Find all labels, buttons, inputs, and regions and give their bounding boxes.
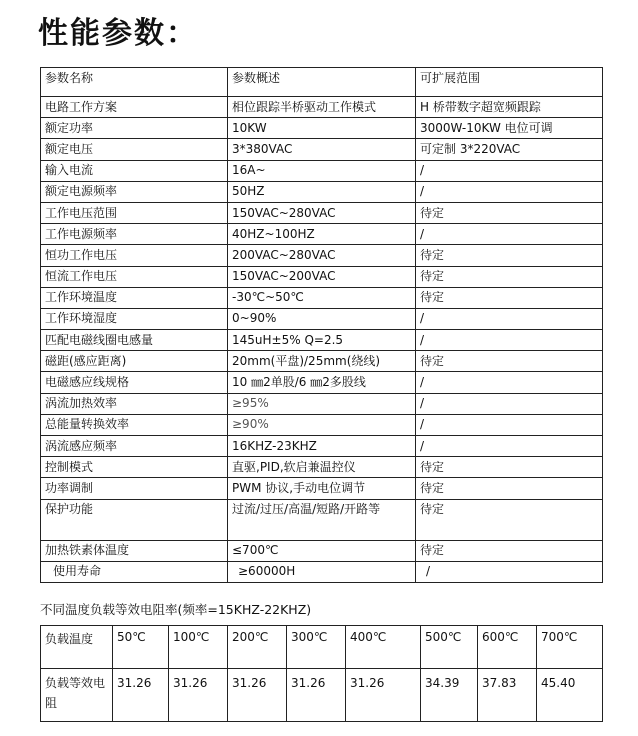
row-header-cell: 负载温度 xyxy=(41,626,113,669)
row-header-cell: 负载等效电阻 xyxy=(41,669,113,722)
spec-param-range: / xyxy=(416,181,603,202)
spec-param-range: 待定 xyxy=(416,457,603,478)
spec-row xyxy=(41,118,603,139)
spec-param-range: H 桥带数字超宽频跟踪 xyxy=(416,97,603,118)
temperature-cell: 200℃ xyxy=(228,626,287,669)
spec-row xyxy=(41,308,603,329)
spec-row xyxy=(41,245,603,266)
spec-row xyxy=(41,393,603,414)
spec-param-name: 额定功率 xyxy=(41,118,228,139)
spec-header-cell: 参数概述 xyxy=(228,68,416,97)
spec-param-desc: 16A~ xyxy=(228,160,416,181)
spec-param-range: 待定 xyxy=(416,266,603,287)
temperature-cell: 300℃ xyxy=(287,626,346,669)
spec-row xyxy=(41,287,603,308)
spec-row xyxy=(41,160,603,181)
spec-param-range: 待定 xyxy=(416,202,603,223)
spec-param-name: 涡流加热效率 xyxy=(41,393,228,414)
spec-table xyxy=(40,67,603,583)
spec-param-name: 控制模式 xyxy=(41,457,228,478)
spec-param-name: 恒功工作电压 xyxy=(41,245,228,266)
spec-param-name: 工作环境湿度 xyxy=(41,308,228,329)
spec-param-range: / xyxy=(416,393,603,414)
resistance-value-cell: 31.26 xyxy=(169,669,228,722)
spec-row xyxy=(41,414,603,435)
resistance-value-cell: 34.39 xyxy=(421,669,478,722)
temperature-cell: 500℃ xyxy=(421,626,478,669)
spec-param-range: / xyxy=(416,561,603,582)
temperature-cell: 700℃ xyxy=(537,626,603,669)
spec-param-desc: ≥90% xyxy=(228,414,416,435)
spec-param-desc: 145uH±5% Q=2.5 xyxy=(228,330,416,351)
spec-row xyxy=(41,540,603,561)
spec-param-name: 额定电源频率 xyxy=(41,181,228,202)
spec-param-desc: 3*380VAC xyxy=(228,139,416,160)
spec-row xyxy=(41,224,603,245)
spec-param-desc: ≥95% xyxy=(228,393,416,414)
spec-param-desc: 直驱,PID,软启兼温控仪 xyxy=(228,457,416,478)
load-resistance-row xyxy=(41,669,603,722)
spec-param-desc: 10KW xyxy=(228,118,416,139)
spec-param-desc: ≤700℃ xyxy=(228,540,416,561)
spec-param-name: 磁距(感应距离) xyxy=(41,351,228,372)
temperature-cell: 100℃ xyxy=(169,626,228,669)
spec-param-name: 保护功能 xyxy=(41,499,228,540)
temperature-cell: 400℃ xyxy=(346,626,421,669)
spec-param-name: 工作电压范围 xyxy=(41,202,228,223)
temperature-cell: 600℃ xyxy=(478,626,537,669)
spec-param-name: 恒流工作电压 xyxy=(41,266,228,287)
spec-row xyxy=(41,266,603,287)
spec-param-desc: 40HZ~100HZ xyxy=(228,224,416,245)
spec-param-name: 电磁感应线规格 xyxy=(41,372,228,393)
spec-param-range: 待定 xyxy=(416,287,603,308)
resistance-value-cell: 37.83 xyxy=(478,669,537,722)
spec-header-cell: 可扩展范围 xyxy=(416,68,603,97)
page-title: 性能参数： xyxy=(38,16,198,51)
spec-param-range: / xyxy=(416,330,603,351)
spec-param-name: 输入电流 xyxy=(41,160,228,181)
spec-param-desc: 20mm(平盘)/25mm(绕线) xyxy=(228,351,416,372)
spec-param-range: / xyxy=(416,414,603,435)
spec-param-range: / xyxy=(416,308,603,329)
temperature-cell: 50℃ xyxy=(113,626,169,669)
spec-param-range: 可定制 3*220VAC xyxy=(416,139,603,160)
spec-param-desc: 200VAC~280VAC xyxy=(228,245,416,266)
spec-row xyxy=(41,436,603,457)
resistance-value-cell: 45.40 xyxy=(537,669,603,722)
spec-row xyxy=(41,97,603,118)
spec-param-range: 待定 xyxy=(416,499,603,540)
spec-row xyxy=(41,457,603,478)
spec-param-name: 涡流感应频率 xyxy=(41,436,228,457)
spec-param-range: 待定 xyxy=(416,478,603,499)
spec-param-range: 待定 xyxy=(416,245,603,266)
spec-param-desc: 16KHZ-23KHZ xyxy=(228,436,416,457)
spec-param-range: 3000W-10KW 电位可调 xyxy=(416,118,603,139)
spec-row xyxy=(41,499,603,540)
resistance-value-cell: 31.26 xyxy=(228,669,287,722)
spec-param-name: 加热铁素体温度 xyxy=(41,540,228,561)
resistance-value-cell: 31.26 xyxy=(287,669,346,722)
spec-row xyxy=(41,330,603,351)
resistance-value-cell: 31.26 xyxy=(346,669,421,722)
spec-param-range: / xyxy=(416,436,603,457)
spec-param-desc: 10 ㎜2单股/6 ㎜2多股线 xyxy=(228,372,416,393)
spec-param-desc: PWM 协议,手动电位调节 xyxy=(228,478,416,499)
spec-row xyxy=(41,202,603,223)
spec-param-desc: 150VAC~280VAC xyxy=(228,202,416,223)
spec-param-desc: ≥60000H xyxy=(228,561,416,582)
spec-param-name: 电路工作方案 xyxy=(41,97,228,118)
spec-param-name: 总能量转换效率 xyxy=(41,414,228,435)
spec-param-desc: 相位跟踪半桥驱动工作模式 xyxy=(228,97,416,118)
spec-row xyxy=(41,351,603,372)
spec-header-cell: 参数名称 xyxy=(41,68,228,97)
spec-row xyxy=(41,478,603,499)
spec-param-range: 待定 xyxy=(416,540,603,561)
spec-param-desc: 150VAC~200VAC xyxy=(228,266,416,287)
spec-param-desc: 0~90% xyxy=(228,308,416,329)
spec-row xyxy=(41,181,603,202)
spec-param-name: 匹配电磁线圈电感量 xyxy=(41,330,228,351)
resistance-caption: 不同温度负载等效电阻率(频率=15KHZ-22KHZ) xyxy=(40,602,312,617)
spec-param-desc: 过流/过压/高温/短路/开路等 xyxy=(228,499,416,540)
spec-row xyxy=(41,372,603,393)
spec-param-range: / xyxy=(416,160,603,181)
load-temperature-row xyxy=(41,626,603,669)
spec-row xyxy=(41,139,603,160)
spec-param-name: 功率调制 xyxy=(41,478,228,499)
spec-param-name: 工作环境温度 xyxy=(41,287,228,308)
spec-param-name: 使用寿命 xyxy=(41,561,228,582)
spec-param-range: / xyxy=(416,224,603,245)
spec-param-range: 待定 xyxy=(416,351,603,372)
spec-param-name: 额定电压 xyxy=(41,139,228,160)
resistance-value-cell: 31.26 xyxy=(113,669,169,722)
spec-param-range: / xyxy=(416,372,603,393)
spec-param-desc: -30℃~50℃ xyxy=(228,287,416,308)
resistance-table xyxy=(40,625,603,722)
spec-param-name: 工作电源频率 xyxy=(41,224,228,245)
spec-header-row xyxy=(41,68,603,97)
spec-row xyxy=(41,561,603,582)
spec-param-desc: 50HZ xyxy=(228,181,416,202)
